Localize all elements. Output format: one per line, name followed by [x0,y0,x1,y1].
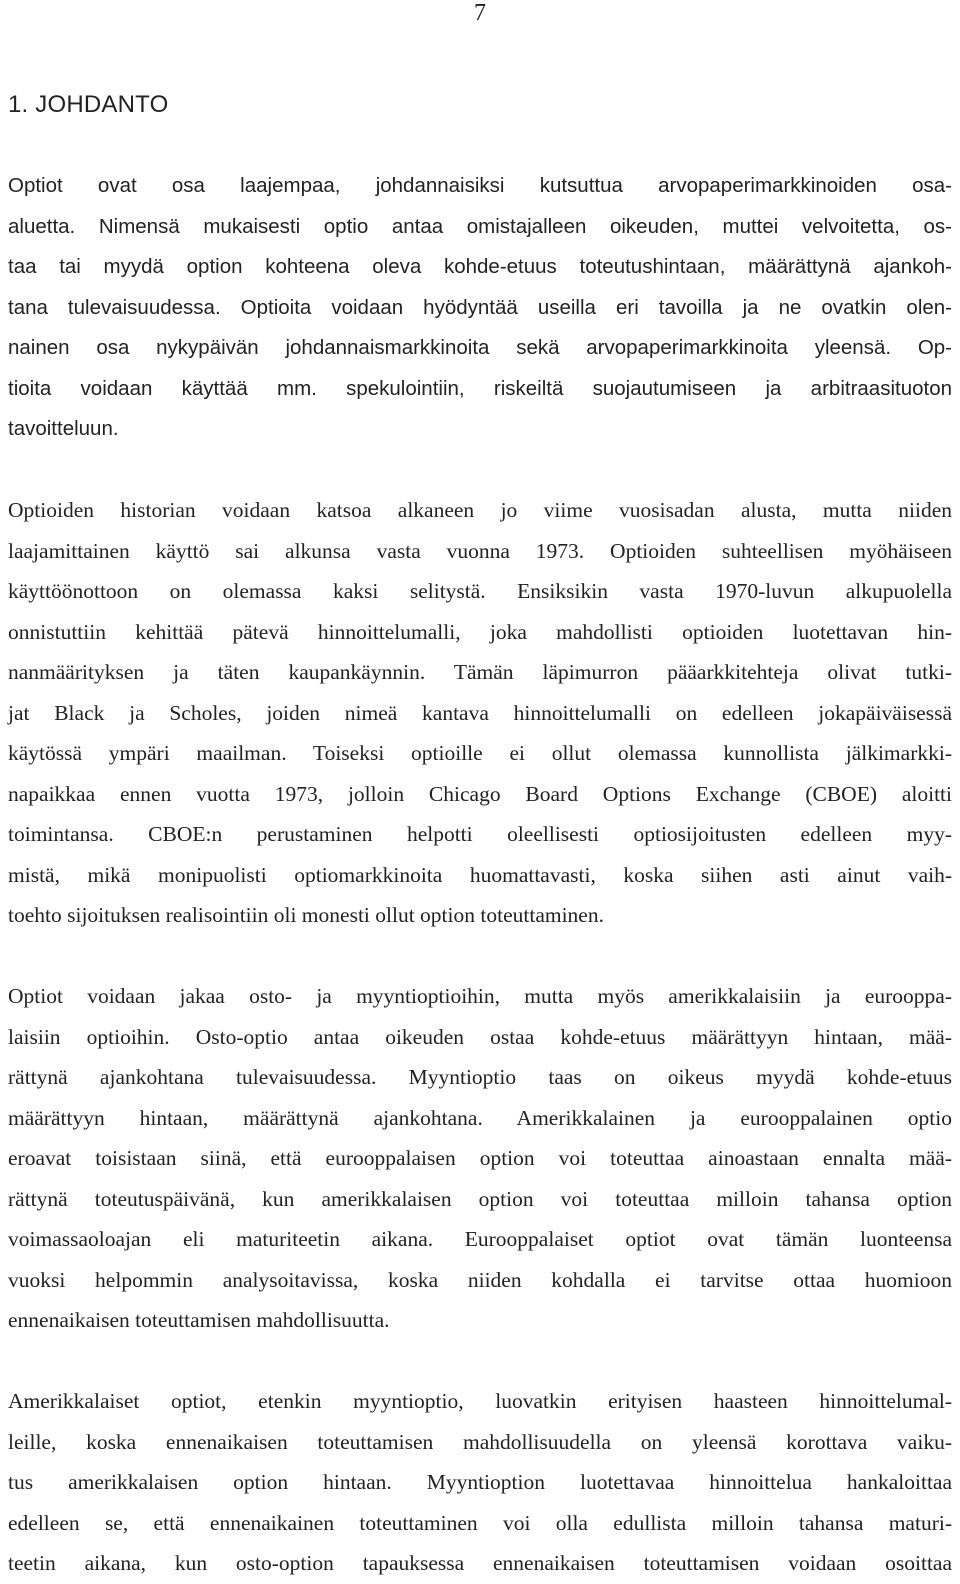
text-line: voimassaoloajan eli maturiteetin aikana. Eurooppalaiset optiot ovat tämän luonteensa [8,1227,952,1251]
text-line: teetin aikana, kun osto-option tapauksessa ennenaikaisen toteuttamisen voidaan osoittaa [8,1551,952,1575]
text-line: laisiin optioihin. Osto-optio antaa oikeuden ostaa kohde-etuus määrättyyn hintaan, mää- [8,1024,952,1049]
text-line: Optioiden historian voidaan katsoa alkaneen jo viime vuosisadan alusta, mutta niiden [8,498,952,522]
text-line: toimintansa. CBOE:n perustaminen helpotti oleellisesti optiosijoitusten edelleen myy- [8,822,952,846]
text-line: vuoksi helpommin analysoitavissa, koska niiden kohdalla ei tarvitse ottaa huomioon [8,1267,952,1292]
text-line: laajamittainen käyttö sai alkunsa vasta vuonna 1973. Optioiden suhteellisen myöhäiseen [8,538,952,563]
text-line: mistä, mikä monipuolisti optiomarkkinoita huomattavasti, koska siihen asti ainut vaih- [8,862,952,887]
paragraph [8,1381,952,1584]
text-line: napaikkaa ennen vuotta 1973, jolloin Chicago Board Options Exchange (CBOE) aloitti [8,781,952,806]
text-line: tana tulevaisuudessa. Optioita voidaan hyödyntää useilla eri tavoilla ja ne ovatkin olen- [8,295,952,319]
text-line: nainen osa nykypäivän johdannaismarkkinoita sekä arvopaperimarkkinoita yleensä. Op- [8,336,952,359]
text-line: Amerikkalaiset optiot, etenkin myyntioptio, luovatkin erityisen haasteen hinnoittelumal- [8,1389,952,1413]
text-line: rättynä ajankohtana tulevaisuudessa. Myyntioptio taas on oikeus myydä kohde-etuus [8,1065,952,1089]
paragraph-gap [8,450,952,491]
page-number: 7 [474,0,486,26]
text-line: eroavat toisistaan siinä, että eurooppalaisen option voi toteuttaa ainoastaan ennalta mää- [8,1146,952,1170]
text-line: käytössä ympäri maailman. Toiseksi optioille ei ollut olemassa kunnollista jälkimarkki- [8,741,952,765]
section-heading: 1. JOHDANTO [8,91,169,118]
text-line: ennenaikaisen toteuttamisen mahdollisuutta. [8,1308,390,1332]
text-line: tus amerikkalaisen option hintaan. Myyntioption luotettavaa hinnoittelua hankaloittaa [8,1470,952,1494]
text-line: Optiot voidaan jakaa osto- ja myyntioptioihin, mutta myös amerikkalaisiin ja eurooppa- [8,984,952,1008]
text-line: käyttöönottoon on olemassa kaksi selitystä. Ensiksikin vasta 1970-luvun alkupuolella [8,579,952,603]
paragraph [8,490,952,936]
paragraph-gap [8,936,952,977]
text-line: onnistuttiin kehittää pätevä hinnoittelumalli, joka mahdollisti optioiden luotettavan hin- [8,619,952,644]
paragraph-gap [8,1341,952,1382]
text-line: toehto sijoituksen realisointiin oli monesti ollut option toteuttaminen. [8,903,604,927]
text-line: tioita voidaan käyttää mm. spekulointiin, riskeiltä suojautumiseen ja arbitraasituoton [8,376,952,400]
text-line: taa tai myydä option kohteena oleva kohde-etuus toteutushintaan, määrättynä ajankoh- [8,255,952,278]
text-line: tavoitteluun. [8,417,119,440]
text-line: leille, koska ennenaikaisen toteuttamisen mahdollisuudella on yleensä korottava vaiku- [8,1429,952,1454]
text-line: rättynä toteutuspäivänä, kun amerikkalaisen option voi toteuttaa milloin tahansa option [8,1186,952,1211]
text-line: edelleen se, että ennenaikainen toteuttaminen voi olla edullista milloin tahansa maturi- [8,1510,952,1535]
paragraph [8,166,952,450]
text-line: Optiot ovat osa laajempaa, johdannaisiksi kutsuttua arvopaperimarkkinoiden osa- [8,174,952,197]
text-line: jat Black ja Scholes, joiden nimeä kantava hinnoittelumalli on edelleen jokapäiväisessä [8,700,952,725]
paragraph [8,976,952,1341]
text-line: aluetta. Nimensä mukaisesti optio antaa omistajalleen oikeuden, muttei velvoitetta, os- [8,214,952,238]
body-text [8,166,952,1584]
text-line: määrättyyn hintaan, määrättynä ajankohtana. Amerikkalainen ja eurooppalainen optio [8,1105,952,1130]
text-line: nanmäärityksen ja täten kaupankäynnin. Tämän läpimurron pääarkkitehteja olivat tutki- [8,660,952,684]
